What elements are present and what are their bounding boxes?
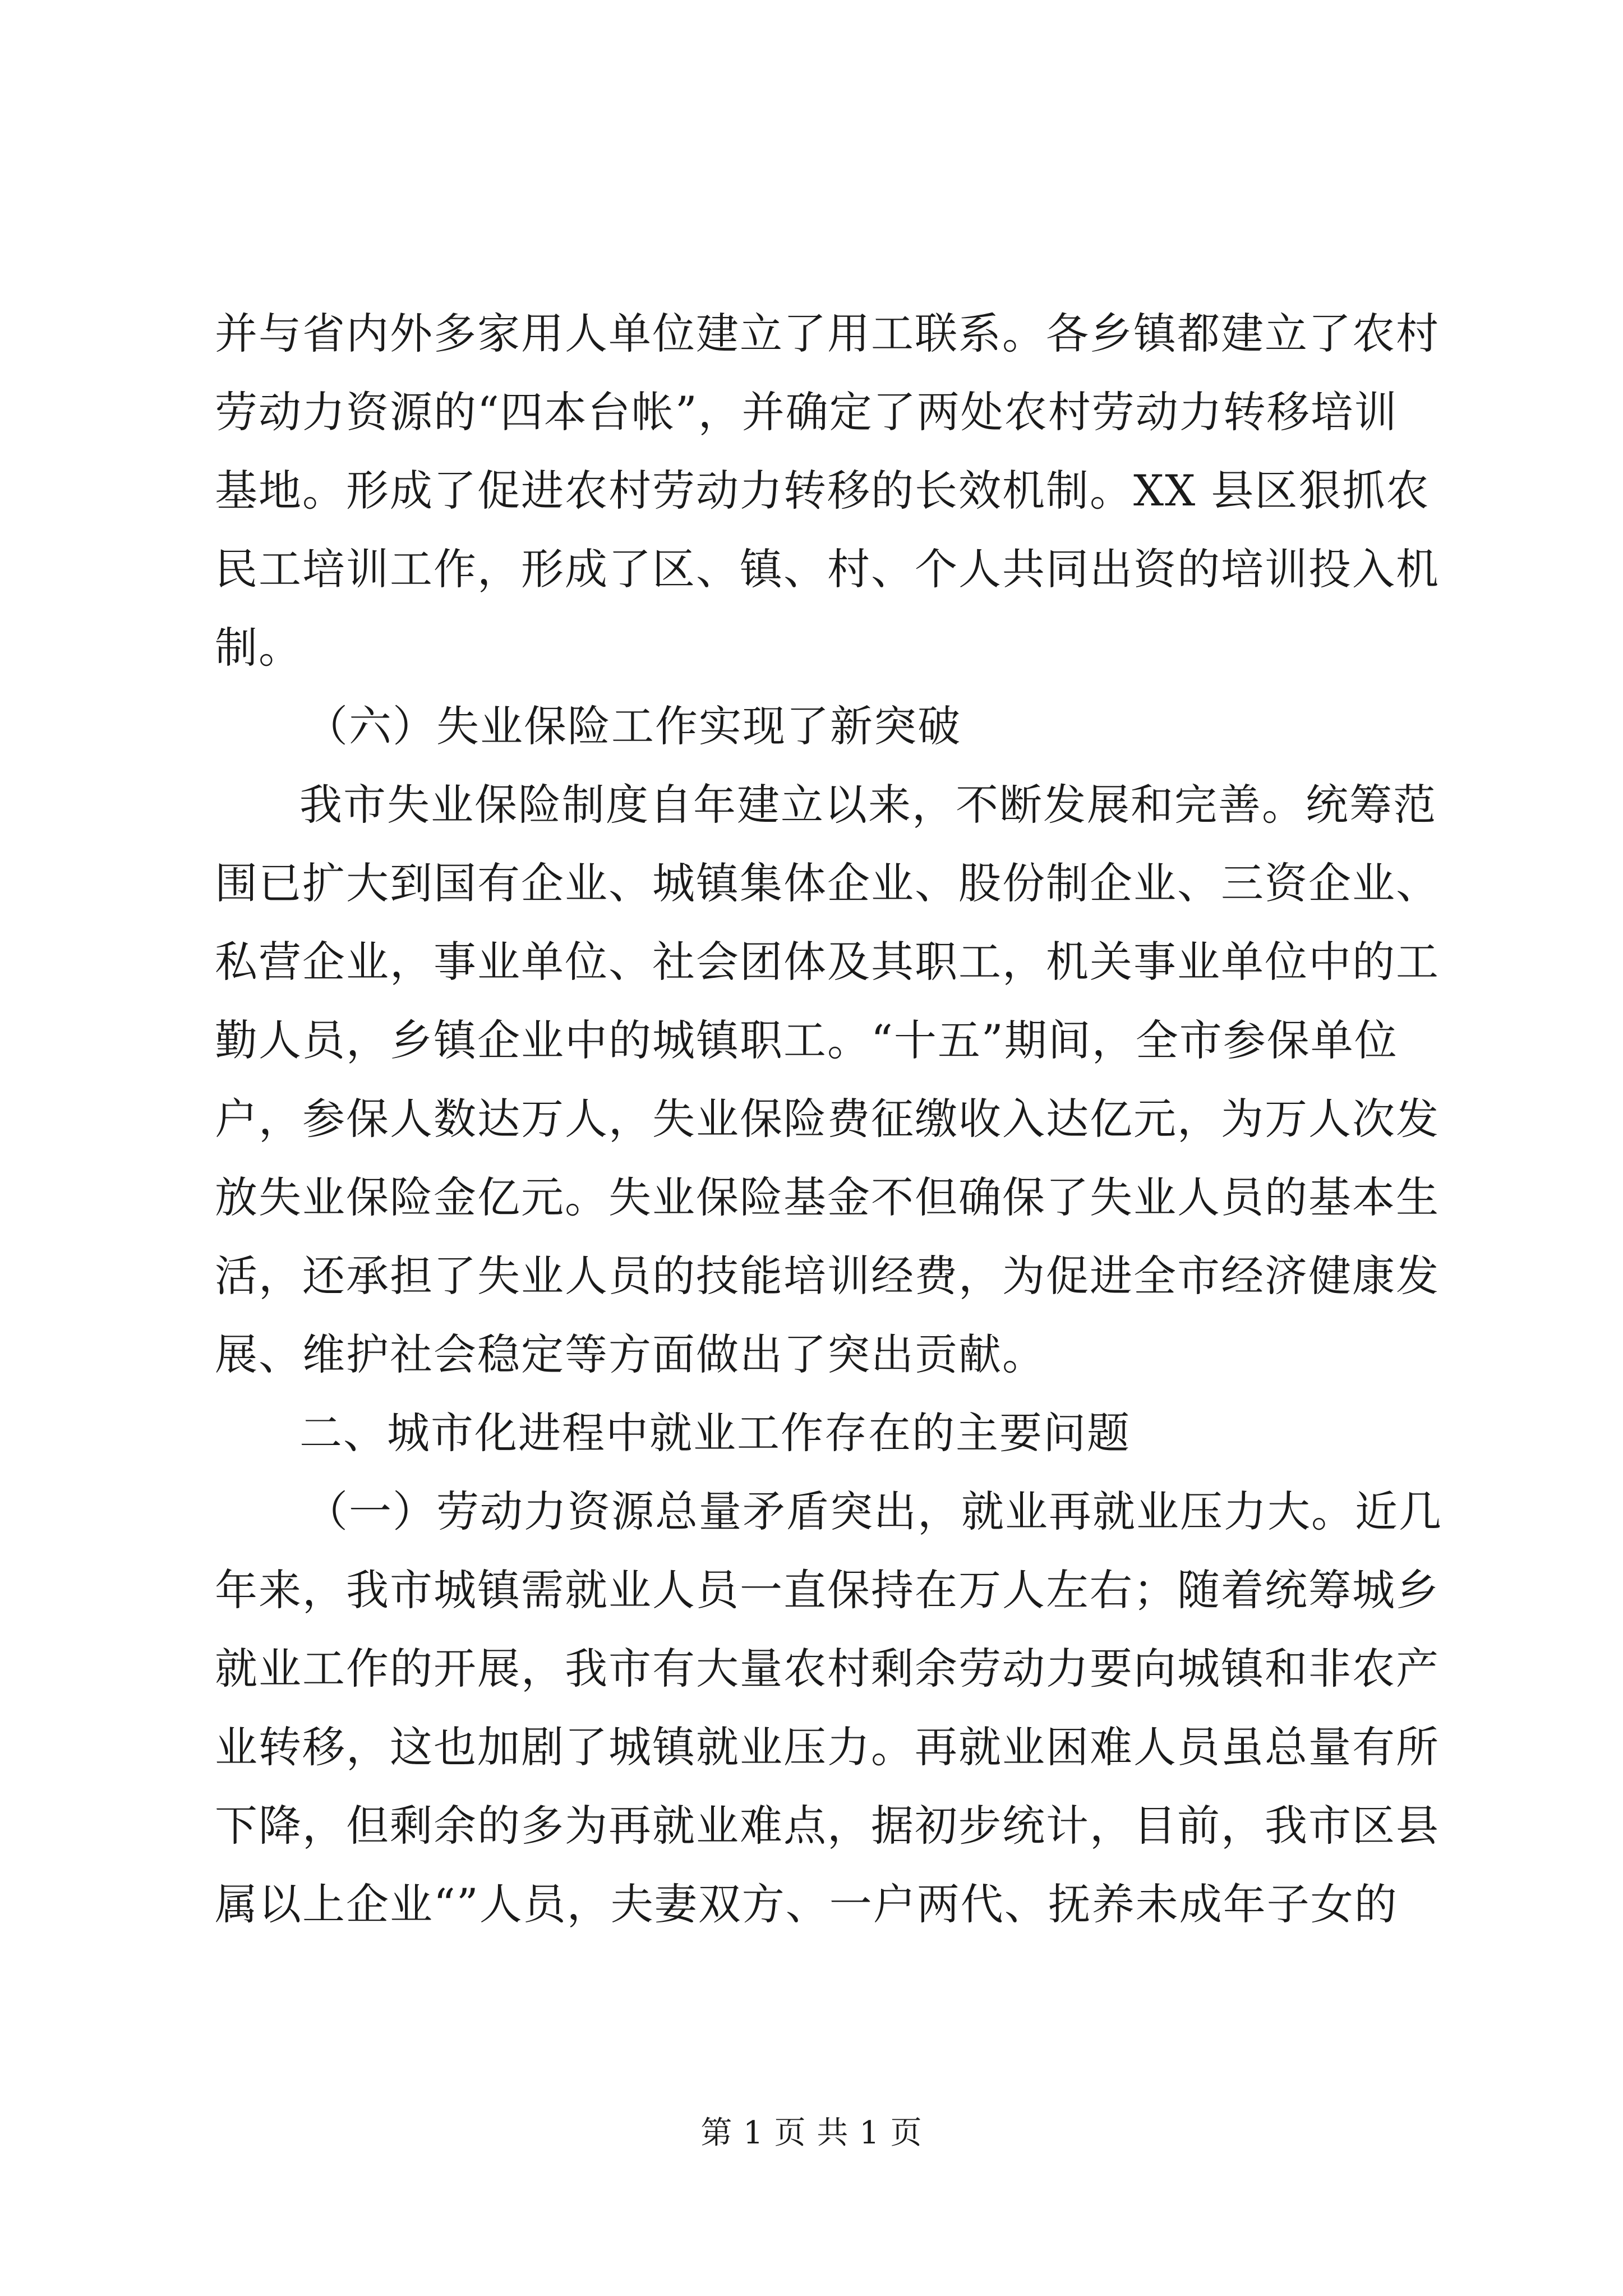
- body-text-line: 业转移，这也加剧了城镇就业压力。再就业困难人员虽总量有所: [215, 1722, 1440, 1772]
- body-text-line: 基地。形成了促进农村劳动力转移的长效机制。XX 县区狠抓农: [215, 466, 1430, 516]
- body-text-line: 劳动力资源的“四本台帐”，并确定了两处农村劳动力转移培训: [215, 387, 1398, 437]
- body-text-line: 属以上企业“”人员，夫妻双方、一户两代、抚养未成年子女的: [215, 1879, 1398, 1929]
- paragraph-first-line: 我市失业保险制度自年建立以来，不断发展和完善。统筹范: [299, 780, 1437, 830]
- body-text-line: 放失业保险金亿元。失业保险基金不但确保了失业人员的基本生: [215, 1172, 1440, 1222]
- section-heading: （六）失业保险工作实现了新突破: [305, 701, 961, 751]
- body-text-line: 勤人员，乡镇企业中的城镇职工。“十五”期间，全市参保单位: [215, 1015, 1398, 1065]
- body-text-line: 下降，但剩余的多为再就业难点，据初步统计，目前，我市区县: [215, 1801, 1440, 1851]
- body-text-line: 活，还承担了失业人员的技能培训经费，为促进全市经济健康发: [215, 1251, 1440, 1301]
- paragraph-first-line: （一）劳动力资源总量矛盾突出，就业再就业压力大。近几: [305, 1487, 1442, 1536]
- body-text-line: 就业工作的开展，我市有大量农村剩余劳动力要向城镇和非农产: [215, 1644, 1440, 1694]
- body-text-line: 围已扩大到国有企业、城镇集体企业、股份制企业、三资企业、: [215, 858, 1440, 908]
- body-text-line: 制。: [215, 623, 302, 673]
- body-text-line: 民工培训工作，形成了区、镇、村、个人共同出资的培训投入机: [215, 544, 1440, 594]
- body-text-line: 展、维护社会稳定等方面做出了突出贡献。: [215, 1329, 1046, 1379]
- body-text-line: 私营企业，事业单位、社会团体及其职工，机关事业单位中的工: [215, 937, 1440, 987]
- page-number-footer: 第 1 页 共 1 页: [700, 2115, 923, 2151]
- body-text-line: 并与省内外多家用人单位建立了用工联系。各乡镇都建立了农村: [215, 309, 1440, 358]
- body-text-line: 年来，我市城镇需就业人员一直保持在万人左右；随着统筹城乡: [215, 1565, 1440, 1615]
- body-text-line: 户，参保人数达万人，失业保险费征缴收入达亿元，为万人次发: [215, 1094, 1440, 1144]
- chapter-heading: 二、城市化进程中就业工作存在的主要问题: [299, 1408, 1131, 1458]
